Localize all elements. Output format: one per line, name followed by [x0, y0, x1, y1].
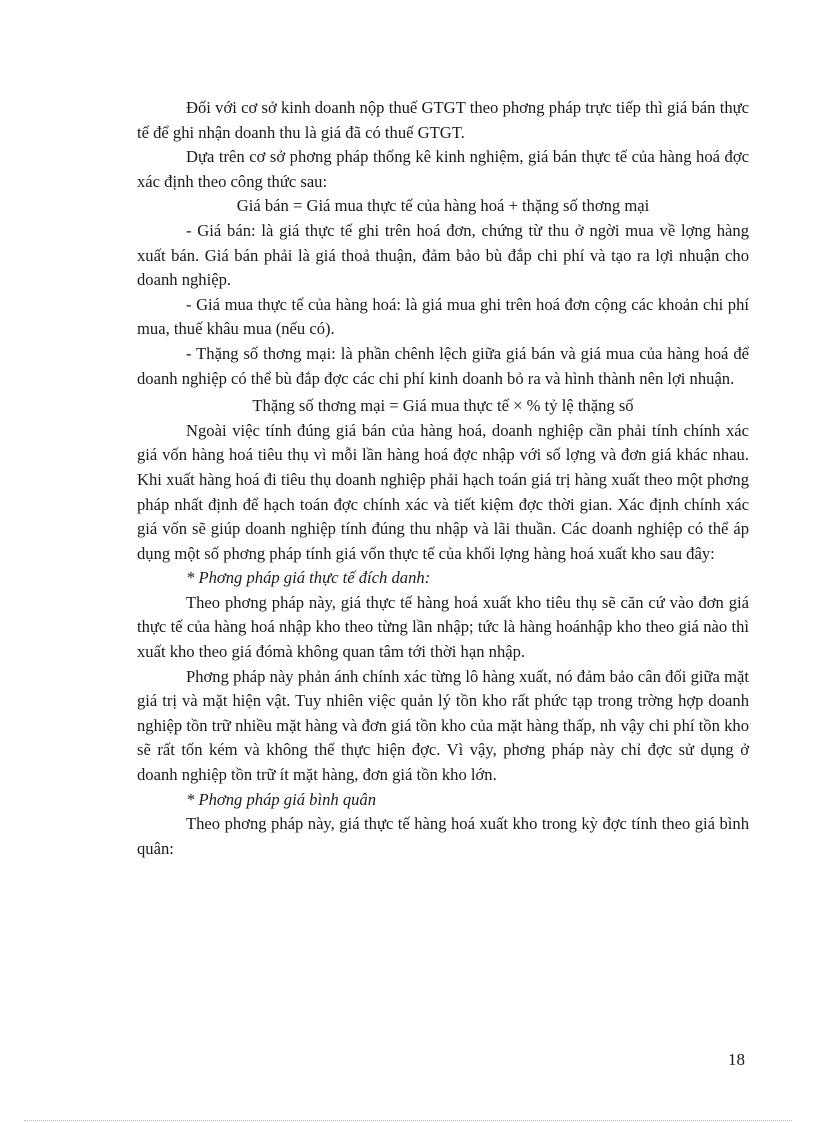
- page-bottom-divider: [24, 1120, 792, 1121]
- paragraph-specific-identification-evaluation: Phơng pháp này phản ánh chính xác từng lô hàng xuất, nó đảm bảo cân đối giữa mặt giá trị và mặt hiện vật. Tuy nhiên việc quản lý tồn kho rất phức tạp trong trờng hợp doanh nghiệp tồn trữ nhiều mặt hàng và đơn giá tồn kho của mặt hàng thấp, nh vậy chi phí tồn kho sẽ rất tốn kém và không thể thực hiện đợc. Vì vậy, phơng pháp này chỉ đợc sử dụng ở doanh nghiệp tồn trữ ít mặt hàng, đơn giá tồn kho lớn.: [137, 666, 749, 785]
- paragraph-weighted-average: Theo phơng pháp này, giá thực tế hàng hoá xuất kho trong kỳ đợc tính theo giá bình quân:: [137, 814, 749, 858]
- heading-specific-identification: * Phơng pháp giá thực tế đích danh:: [186, 568, 431, 588]
- heading-weighted-average: * Phơng pháp giá bình quân: [186, 789, 377, 809]
- paragraph-basis: Dựa trên cơ sở phơng pháp thống kê kinh nghiệm, giá bán thực tế của hàng hoá đợc xác định theo công thức sau:: [137, 147, 749, 191]
- paragraph-specific-identification: Theo phơng pháp này, giá thực tế hàng hoá xuất kho tiêu thụ sẽ căn cứ vào đơn giá thực tế của hàng hoá nhập kho theo từng lần nhập; tức là hàng hoánhập kho theo giá nào thì xuất kho theo giá đómà không quan tâm tới thời hạn nhập.: [137, 592, 749, 662]
- paragraph-intro: Đối với cơ sở kinh doanh nộp thuế GTGT theo phơng pháp trực tiếp thì giá bán thực tế để ghi nhận doanh thu là giá đã có thuế GTGT.: [137, 98, 749, 142]
- definition-markup: - Thặng số thơng mại: là phần chênh lệch giữa giá bán và giá mua của hàng hoá để doanh nghiệp có thể bù đắp đợc các chi phí kinh doanh bỏ ra và hình thành nên lợi nhuận.: [137, 343, 749, 388]
- formula-markup: Thặng số thơng mại = Giá mua thực tế × % tỷ lệ thặng số: [252, 396, 634, 416]
- page-number: 18: [728, 1050, 745, 1069]
- document-body: [137, 96, 749, 861]
- paragraph-cost-of-goods: Ngoài việc tính đúng giá bán của hàng hoá, doanh nghiệp cần phải tính chính xác giá vốn hàng hoá tiêu thụ vì mỗi lần hàng hoá đợc nhập với số lợng và đơn giá khác nhau. Khi xuất hàng hoá đi tiêu thụ doanh nghiệp phải hạch toán giá trị hàng xuất theo một phơng pháp nhất định để hạch toán đợc chính xác và tiết kiệm đợc thời gian. Xác định chính xác giá vốn sẽ giúp doanh nghiệp tính đúng thu nhập và lãi thuần. Các doanh nghiệp có thể áp dụng một số phơng pháp tính giá vốn thực tế của khối lợng hàng hoá xuất kho sau đây:: [137, 420, 749, 563]
- formula-selling-price: Giá bán = Giá mua thực tế của hàng hoá + thặng số thơng mại: [236, 196, 650, 216]
- definition-selling-price: - Giá bán: là giá thực tế ghi trên hoá đơn, chứng từ thu ở ngời mua về lợng hàng xuất bán. Giá bán phải là giá thoả thuận, đảm bảo bù đắp chi phí và tạo ra lợi nhuận cho doanh nghiệp.: [137, 220, 749, 290]
- definition-purchase-price: - Giá mua thực tế của hàng hoá: là giá mua ghi trên hoá đơn cộng các khoản chi phí mua, thuế khâu mua (nếu có).: [137, 294, 749, 339]
